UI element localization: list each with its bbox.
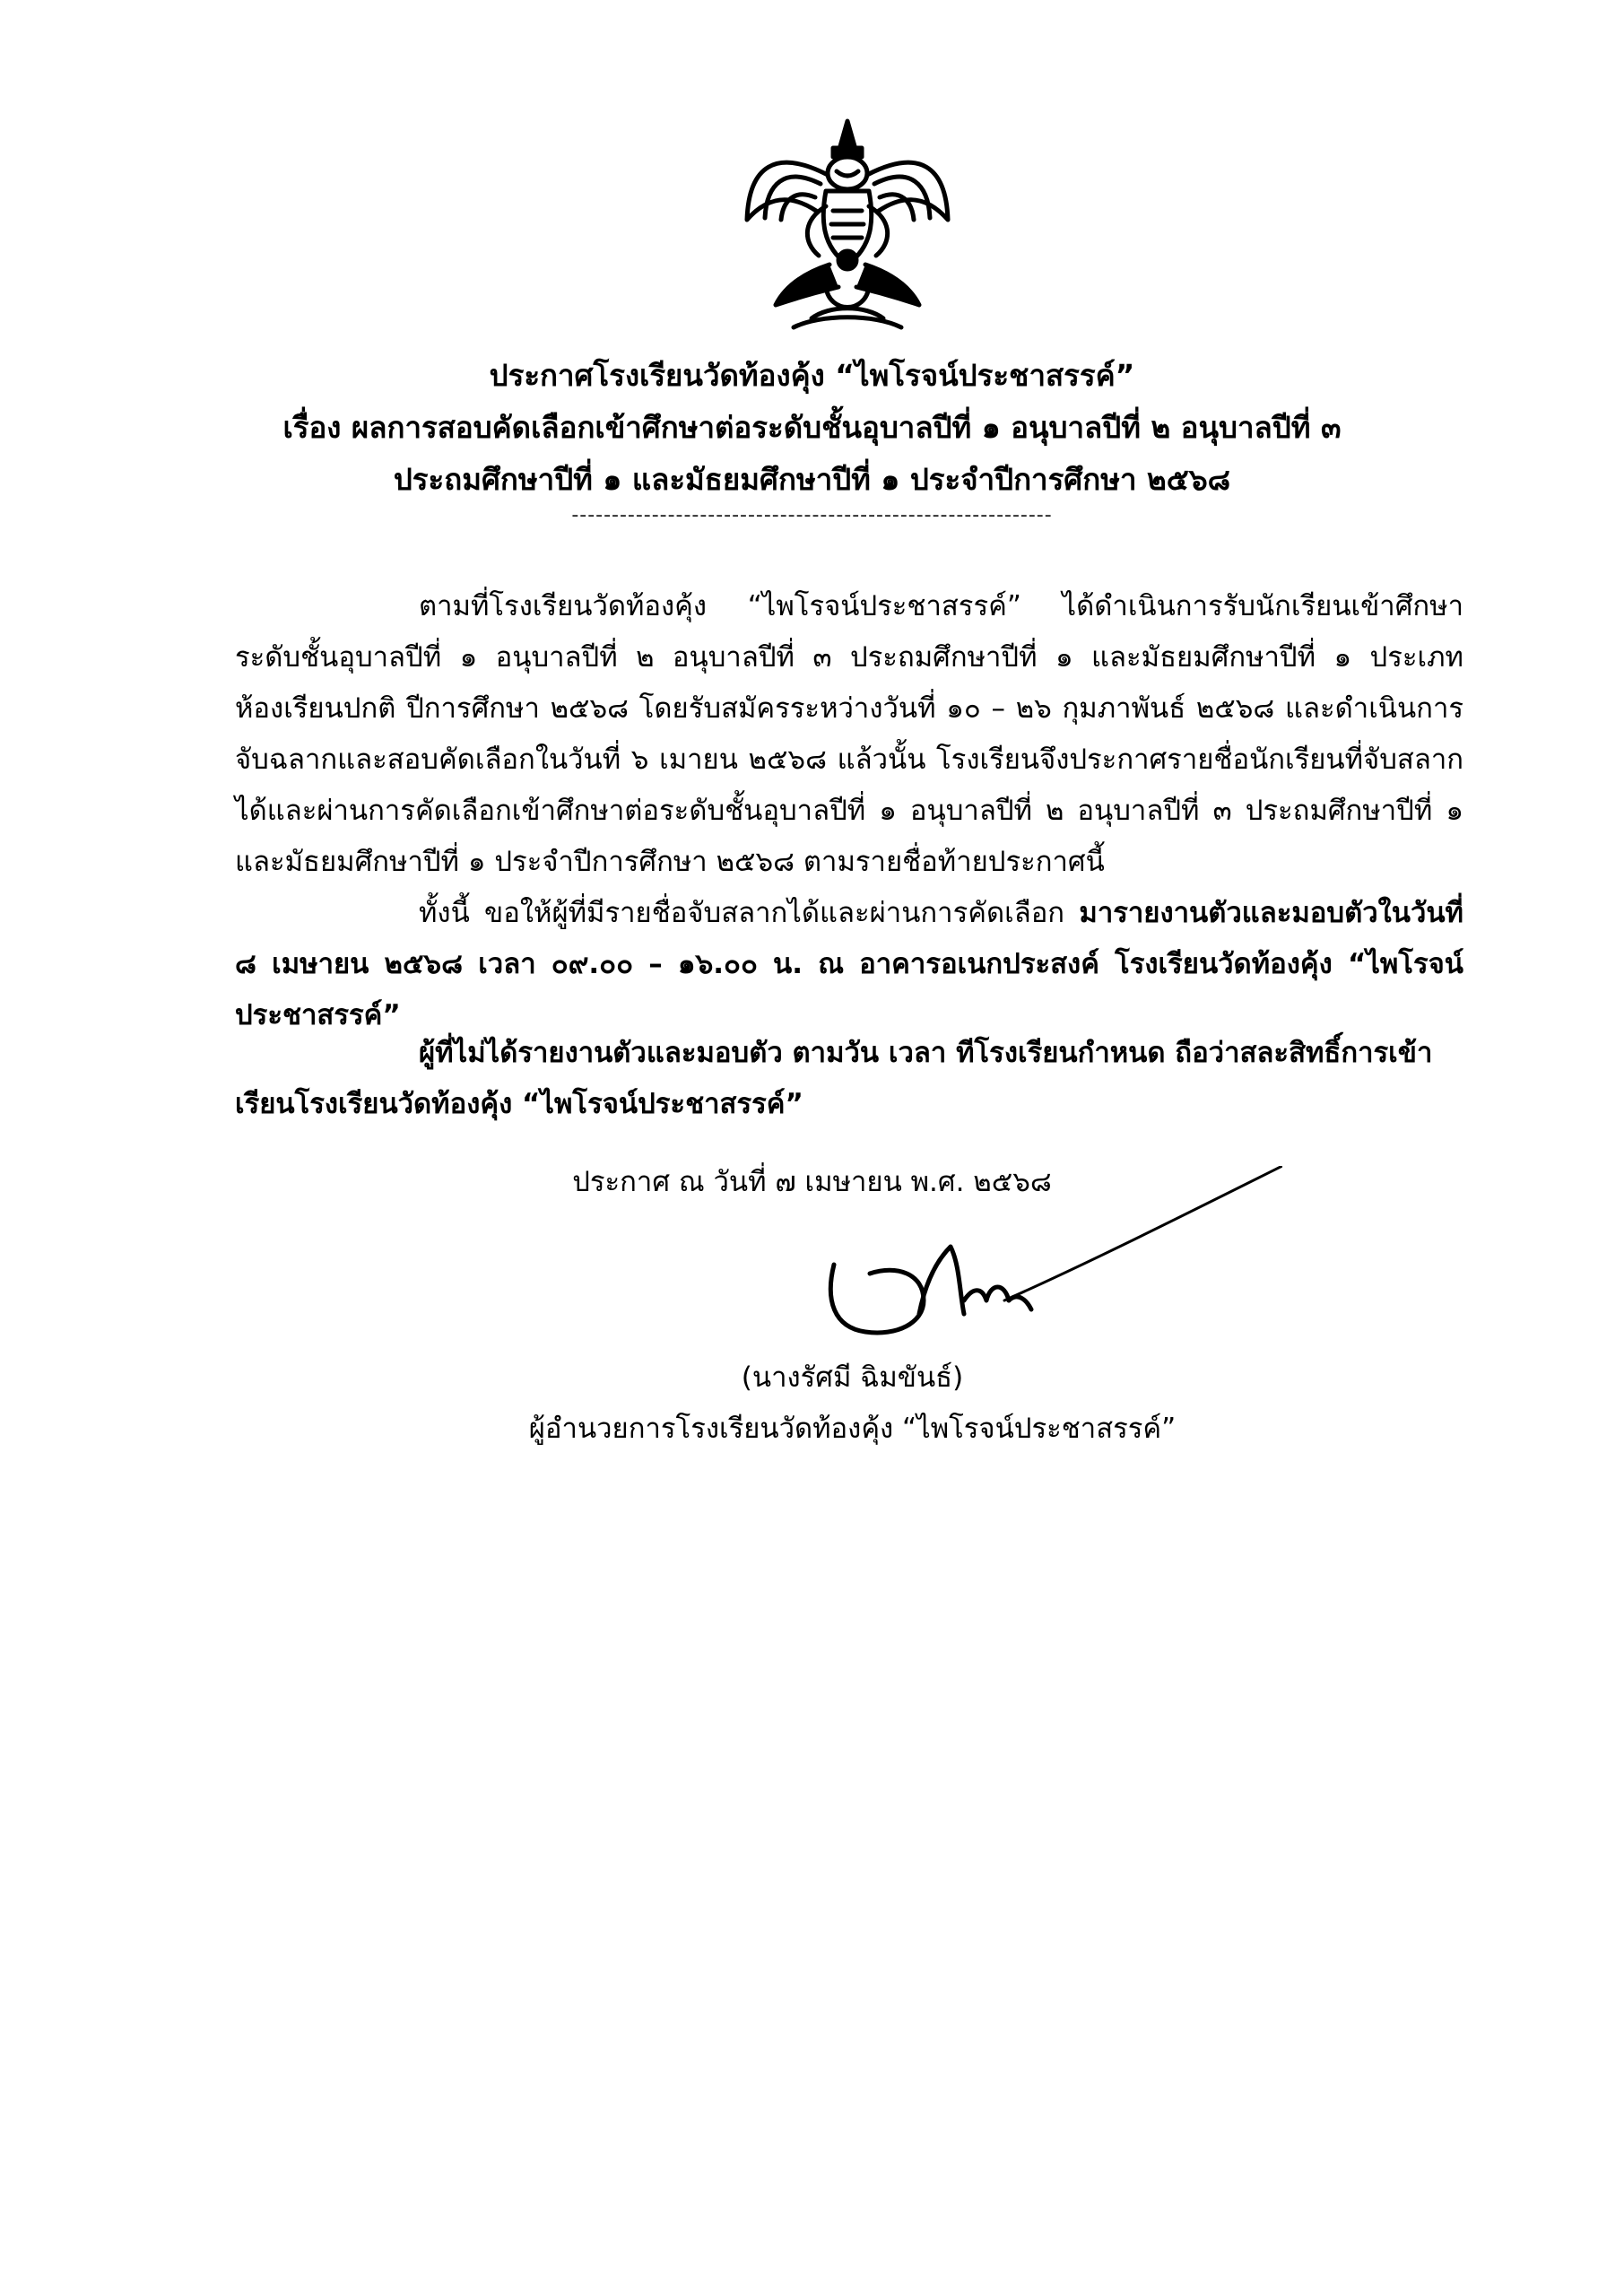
announcement-title: ประกาศโรงเรียนวัดท้องคุ้ง “ไพโรจน์ประชาสรรค์”	[489, 358, 1135, 393]
paragraph-3: ผู้ที่ไม่ได้รายงานตัวและมอบตัว ตามวัน เวลา ทีโรงเรียนกำหนด ถือว่าสละสิทธิ์การเข้าเรียนโรงเรียนวัดท้องคุ้ง “ไพโรจน์ประชาสรรค์”	[235, 1037, 1433, 1120]
signer-role: ผู้อำนวยการโรงเรียนวัดท้องคุ้ง “ไพโรจน์ประชาสรรค์”	[528, 1413, 1177, 1445]
divider: ------------------------------------------------------------	[571, 504, 1053, 526]
paragraph-2-bold: มารายงานตัวและมอบตัวในวันที่ ๘ เมษายน ๒๕๖๘ เวลา ๐๙.๐๐ – ๑๖.๐๐ น. ณ อาคารอเนกประสงค์ โรงเรียนวัดท้องคุ้ง “ไพโรจน์ประชาสรรค์”	[235, 897, 1463, 1031]
announcement-date: ประกาศ ณ วันที่ ๗ เมษายน พ.ศ. ๒๕๖๘	[572, 1166, 1052, 1198]
announcement-subject-continued: ประถมศึกษาปีที่ ๑ และมัธยมศึกษาปีที่ ๑ ประจำปีการศึกษา ๒๕๖๘	[393, 462, 1231, 497]
announcement-subject: เรื่อง ผลการสอบคัดเลือกเข้าศึกษาต่อระดับชั้นอุบาลปีที่ ๑ อนุบาลปีที่ ๒ อนุบาลปีที่ ๓	[282, 410, 1342, 445]
paragraph-2	[235, 888, 1463, 1041]
signature-icon	[816, 1166, 1282, 1363]
signer-name: (นางรัศมี ฉิมขันธ์)	[741, 1361, 964, 1394]
paragraph-2-normal: ทั้งนี้ ขอให้ผู้ที่มีรายชื่อจับสลากได้และผ่านการคัดเลือก	[419, 897, 1080, 929]
paragraph-1: ตามที่โรงเรียนวัดท้องคุ้ง “ไพโรจน์ประชาสรรค์” ได้ดำเนินการรับนักเรียนเข้าศึกษาระดับชั้นอุบาลปีที่ ๑ อนุบาลปีที่ ๒ อนุบาลปีที่ ๓ ประถมศึกษาปีที่ ๑ และมัธยมศึกษาปีที่ ๑ ประเภทห้องเรียนปกติ ปีการศึกษา ๒๕๖๘ โดยรับสมัครระหว่างวันที่ ๑๐ – ๒๖ กุมภาพันธ์ ๒๕๖๘ และดำเนินการจับฉลากและสอบคัดเลือกในวันที่ ๖ เมายน ๒๕๖๘ แล้วนั้น โรงเรียนจึงประกาศรายชื่อนักเรียนที่จับสลากได้และผ่านการคัดเลือกเข้าศึกษาต่อระดับชั้นอุบาลปีที่ ๑ อนุบาลปีที่ ๒ อนุบาลปีที่ ๓ ประถมศึกษาปีที่ ๑ และมัธยมศึกษาปีที่ ๑ ประจำปีการศึกษา ๒๕๖๘ ตามรายชื่อท้ายประกาศนี้	[235, 590, 1464, 878]
garuda-emblem-icon	[740, 112, 955, 336]
